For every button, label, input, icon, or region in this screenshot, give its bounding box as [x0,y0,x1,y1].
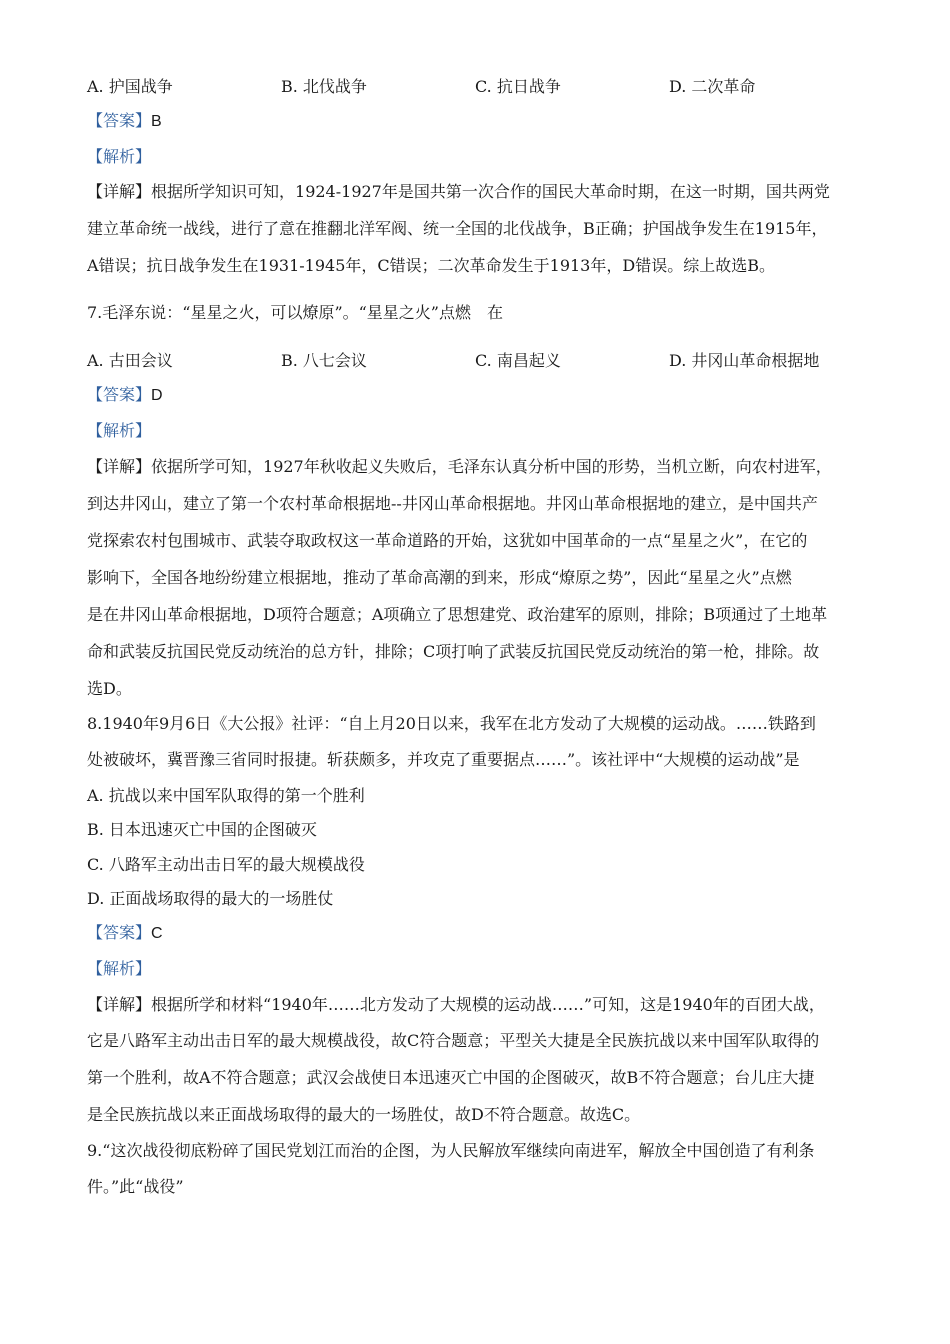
answer-value: B [151,113,162,130]
q6-option-d: D. 二次革命 [669,77,756,96]
q6-option-a: A. 护国战争 [87,77,173,96]
answer-tag: 【答案】 [87,385,152,404]
q8-detail-line-3: 第一个胜利，故A不符合题意；武汉会战使日本迅速灭亡中国的企图破灭，故B不符合题意；台儿庄大捷 [87,1068,815,1087]
q8-analysis-tag: 【解析】 [87,959,152,978]
q6-detail-line-2: 建立革命统一战线，进行了意在推翻北洋军阀、统一全国的北伐战争，B正确；护国战争发生在1915年， [87,219,828,238]
q7-detail-line-7: 选D。 [87,679,132,698]
q6-detail-line-1 [87,182,877,202]
q7-detail-line-3: 党探索农村包围城市、武装夺取政权这一革命道路的开始，这犹如中国革命的一点“星星之火”，在它的 [87,531,808,550]
q8-option-b: B. 日本迅速灭亡中国的企图破灭 [87,820,317,839]
answer-value: C [151,925,163,942]
q6-analysis-tag: 【解析】 [87,147,152,166]
q6-options [87,77,877,97]
q6-option-b: B. 北伐战争 [281,77,367,96]
q7-detail-line-5: 是在井冈山革命根据地，D项符合题意；A项确立了思想建党、政治建军的原则，排除；B项通过了土地革 [87,605,828,624]
detail-tag: 【详解】 [87,457,152,476]
q7-option-c: C. 南昌起义 [475,351,561,370]
q7-analysis-tag: 【解析】 [87,421,152,440]
q7-question: 7.毛泽东说：“星星之火，可以燎原”。“星星之火”点燃 在 [87,303,503,322]
answer-tag: 【答案】 [87,923,152,942]
q7-option-a: A. 古田会议 [87,351,173,370]
q6-detail-line-3: A错误；抗日战争发生在1931-1945年，C错误；二次革命发生于1913年，D错误。综上故选B。 [87,256,775,275]
q7-detail-line-1 [87,457,877,477]
q8-option-c: C. 八路军主动出击日军的最大规模战役 [87,855,365,874]
q8-detail-line-1 [87,995,877,1015]
q6-option-c: C. 抗日战争 [475,77,561,96]
q7-options [87,351,877,371]
q7-detail-line-6: 命和武装反抗国民党反动统治的总方针，排除；C项打响了武装反抗国民党反动统治的第一枪，排除。故 [87,642,820,661]
q8-option-a: A. 抗战以来中国军队取得的第一个胜利 [87,786,365,805]
q7-answer [87,385,877,406]
q9-question-line-2: 件。”此“战役” [87,1177,184,1196]
detail-text: 根据所学知识可知，1924-1927年是国共第一次合作的国民大革命时期，在这一时期，国共两党 [151,182,830,201]
detail-text: 依据所学可知，1927年秋收起义失败后，毛泽东认真分析中国的形势，当机立断，向农村进军， [151,457,832,476]
detail-tag: 【详解】 [87,995,152,1014]
answer-value: D [151,387,163,404]
q8-question-line-2: 处被破坏，冀晋豫三省同时报捷。斩获颇多，并攻克了重要据点……”。该社评中“大规模的运动战”是 [87,750,800,769]
q9-question-line-1: 9.“这次战役彻底粉碎了国民党划江而治的企图，为人民解放军继续向南进军，解放全中国创造了有利条 [87,1141,815,1160]
q8-detail-line-4: 是全民族抗战以来正面战场取得的最大的一场胜仗，故D不符合题意。故选C。 [87,1105,641,1124]
q7-detail-line-2: 到达井冈山，建立了第一个农村革命根据地--井冈山革命根据地。井冈山革命根据地的建立，是中国共产 [87,494,818,513]
q6-answer [87,111,877,132]
detail-text: 根据所学和材料“1940年……北方发动了大规模的运动战……”可知，这是1940年的百团大战， [151,995,825,1014]
q8-answer [87,923,877,944]
q7-detail-line-4: 影响下，全国各地纷纷建立根据地，推动了革命高潮的到来，形成“燎原之势”，因此“星星之火”点燃 [87,568,792,587]
q8-option-d: D. 正面战场取得的最大的一场胜仗 [87,889,334,908]
q8-detail-line-2: 它是八路军主动出击日军的最大规模战役，故C符合题意；平型关大捷是全民族抗战以来中国军队取得的 [87,1031,820,1050]
answer-tag: 【答案】 [87,111,152,130]
q7-option-d: D. 井冈山革命根据地 [669,351,820,370]
q7-option-b: B. 八七会议 [281,351,367,370]
q8-question-line-1: 8.1940年9月6日《大公报》社评：“自上月20日以来，我军在北方发动了大规模的运动战。……铁路到 [87,714,816,733]
detail-tag: 【详解】 [87,182,152,201]
